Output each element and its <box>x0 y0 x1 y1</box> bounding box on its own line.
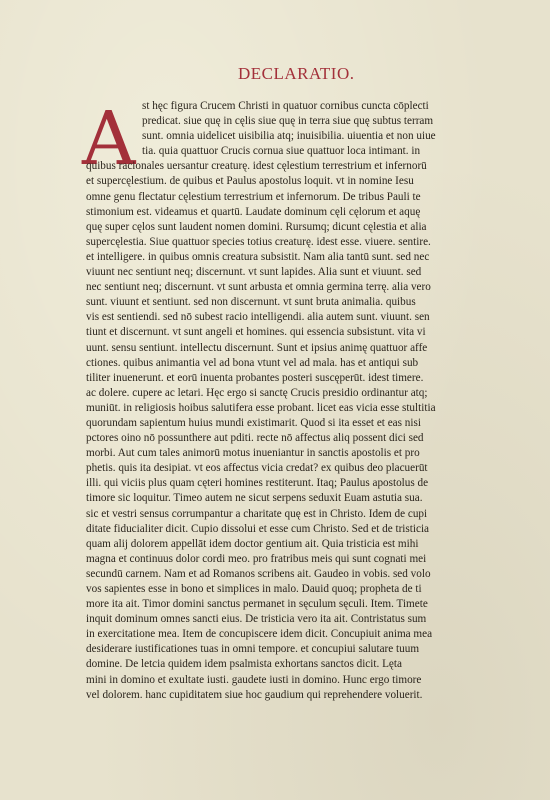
text-block <box>86 99 528 703</box>
text-line: ctiones. quibus animantia vel ad bona vtunt vel ad mala. has et antiqui sub <box>86 356 419 369</box>
text-line: morbi. Aut cum tales animorū motus inueniantur in sanctis apostolis et pro <box>86 447 420 460</box>
text-line: quorundam sapientum huius mundi existimarit. Quod si ita esset et eas nisi <box>86 416 421 429</box>
text-line: more ita ait. Timor domini sanctus permanet in sęculum sęculi. Item. Timete <box>86 598 428 611</box>
text-line: pctores oino nō possunthere aut pditi. recte nō affectus aliq possent dici sed <box>86 432 424 445</box>
text-line: ac dolere. cupere ac letari. Hęc ergo si sanctę Crucis presidio ordinantur atq; <box>86 386 428 399</box>
text-line: et supercęlestium. de quibus et Paulus apostolus loquit. vt in nomine Iesu <box>86 175 414 188</box>
text-line: stimonium est. videamus et quartū. Laudate dominum cęli cęlorum et aquę <box>86 205 421 218</box>
text-line: domine. De letcia quidem idem psalmista exhortans sanctos dicit. Lęta <box>86 658 402 671</box>
text-line: tiliter inuenerunt. et eorū inuenta probantes posteri suscęperūt. idest timere. <box>86 371 424 384</box>
text-line: magna et continuus dolor cordi meo. pro fratribus meis qui sunt cognati mei <box>86 552 427 565</box>
text-line: viuunt nec sentiunt neq; discernunt. vt sunt lapides. Alia sunt et viuunt. sed <box>86 266 422 279</box>
text-line: secundū carnem. Nam et ad Romanos scribens ait. Gaudeo in vobis. sed volo <box>86 567 431 580</box>
text-line: in exercitatione mea. Item de concupiscere idem dicit. Concupiuit anima mea <box>86 628 433 641</box>
text-line: phetis. quis ita desipiat. vt eos affectus vicia credat? ex quibus deo placuerūt <box>86 462 428 475</box>
text-line: vos sapientes esse in bono et simplices in malo. Dauid quoq; propheta de ti <box>86 583 422 595</box>
text-line: ditate fiducialiter dicit. Cupio dissolui et esse cum Christo. Sed et de tristicia <box>86 522 430 535</box>
text-line: omne genu flectatur cęlestium terrestrium et infernorum. De tribus Pauli te <box>86 190 421 203</box>
text-line: supercęlestia. Siue quattuor species totius creaturę. idest esse. viuere. sentire. <box>86 235 431 248</box>
text-line: et intelligere. in quibus omnis creatura subsistit. Nam alia tantū sunt. sed nec <box>86 250 430 263</box>
text-line: timore sic loquitur. Timeo autem ne sicut serpens seduxit Euam astutia sua. <box>86 492 423 505</box>
text-line: sunt. viuunt et sentiunt. sed non discernunt. vt sunt bruta animalia. quibus <box>86 296 416 309</box>
text-line: vel dolorem. hanc cupiditatem siue hoc gaudium qui reprehendere voluerit. <box>86 688 423 701</box>
text-line: sunt. omnia uidelicet uisibilia atq; inuisibilia. uiuentia et non uiue <box>142 130 436 143</box>
text-line: inquit dominum omnes sancti eius. De tristicia vero ita ait. Contristatus sum <box>86 613 427 626</box>
text-line: illi. qui viciis plus quam cęteri homines restiterunt. Itaq; Paulus apostolus de <box>86 477 429 490</box>
text-line: tia. quia quattuor Crucis cornua siue quattuor loca intimant. in <box>142 145 421 158</box>
text-line: sic et vestri sensus corrumpantur a charitate quę est in Christo. Idem de cupi <box>86 507 428 520</box>
text-line: nec sentiunt neq; discernunt. vt sunt arbusta et omnia germina terrę. alia vero <box>86 281 431 294</box>
text-line: quam alij dolorem appellāt idem doctor gentium ait. Quia tristicia est mihi <box>86 537 419 550</box>
text-line: uunt. sensu sentiunt. intellectu discernunt. Sunt et ipsius animę quattuor affe <box>86 341 428 354</box>
text-line: quibus racionales uersantur creaturę. idest cęlestium terrestrium et infernorū <box>86 160 427 173</box>
text-line: mini in domino et exultate iusti. gaudete iusti in domino. Hunc ergo timore <box>86 673 422 686</box>
text-line: st hęc figura Crucem Christi in quatuor cornibus cuncta cōplecti <box>142 100 429 112</box>
text-line: tiunt et discernunt. vt sunt angeli et homines. qui essencia subsistunt. vita vi <box>86 326 426 339</box>
text-line: muniūt. in religiosis hoibus salutifera esse probant. licet eas vicia esse stultitia <box>86 401 436 414</box>
text-line: desiderare iustificationes tuas in omni tempore. et concupiui salutare tuum <box>86 643 420 656</box>
page-heading: DECLARATIO. <box>238 64 355 83</box>
text-line: quę super cęlos sunt laudent nomen domini. Rursumq; dicunt cęlestia et alia <box>86 220 427 233</box>
text-line: vis est sentiendi. sed nō subest racio intelligendi. alia autem sunt. viuunt. sen <box>86 311 430 324</box>
text-line: predicat. siue quę in cęlis siue quę in terra siue quę subtus terram <box>142 115 434 128</box>
decorated-initial: A <box>82 96 136 182</box>
